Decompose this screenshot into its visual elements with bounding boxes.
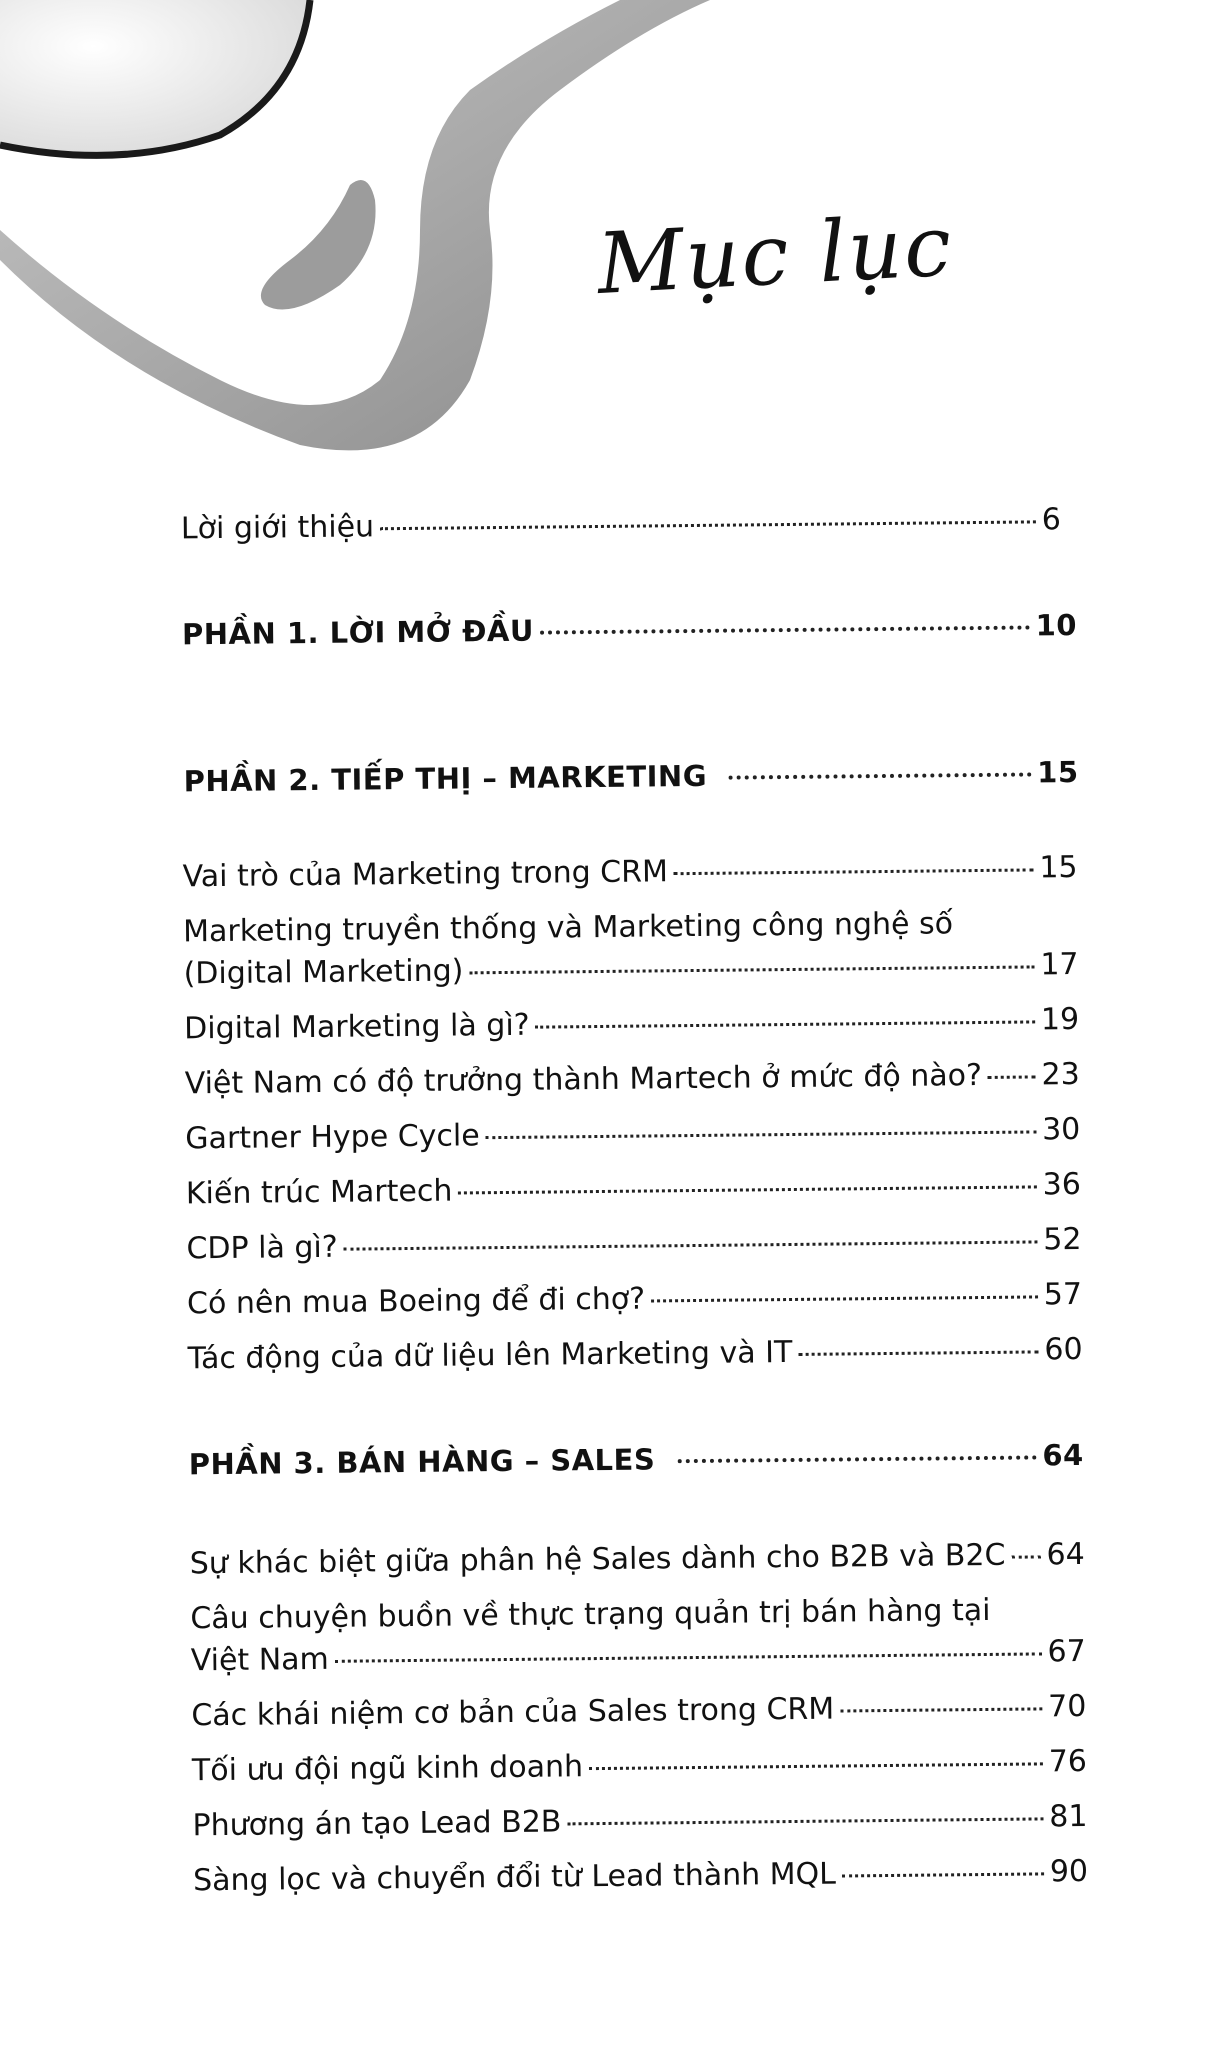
toc-entry-label: Tối ưu đội ngũ kinh doanh bbox=[191, 1749, 584, 1789]
dot-leader bbox=[589, 1762, 1043, 1770]
toc-section-part3 bbox=[189, 1435, 1084, 1484]
toc-entry-label-line1: Câu chuyện buồn về thực trạng quản trị bán hàng tại bbox=[190, 1592, 991, 1637]
toc-entry-page: 57 bbox=[1043, 1276, 1083, 1313]
toc-section-page: 64 bbox=[1042, 1437, 1084, 1473]
toc-entry-intro bbox=[181, 500, 1061, 549]
toc-entry bbox=[192, 1742, 1087, 1791]
toc-entry-label: Sự khác biệt giữa phân hệ Sales dành cho B2B và B2C bbox=[189, 1537, 1006, 1582]
toc-entry-page: 60 bbox=[1044, 1331, 1083, 1368]
toc-entry bbox=[193, 1852, 1088, 1901]
dot-leader bbox=[567, 1817, 1043, 1825]
toc-entry-label: Vai trò của Marketing trong CRM bbox=[182, 854, 669, 895]
toc-section-label: PHẦN 2. TIẾP THỊ – MARKETING bbox=[183, 758, 708, 799]
toc-entry bbox=[187, 1275, 1082, 1324]
toc-entry bbox=[185, 1110, 1080, 1159]
toc-entry bbox=[186, 1165, 1081, 1214]
toc-entry-page: 81 bbox=[1049, 1798, 1088, 1835]
dot-leader bbox=[1011, 1555, 1040, 1558]
toc-section-page: 15 bbox=[1037, 754, 1079, 790]
toc-entry bbox=[187, 1330, 1082, 1379]
toc-entry-label: Việt Nam bbox=[190, 1641, 329, 1679]
toc-entry-page: 67 bbox=[1047, 1633, 1086, 1670]
dot-leader bbox=[458, 1185, 1036, 1194]
toc-entry-page: 76 bbox=[1048, 1743, 1088, 1780]
toc-entry-page: 70 bbox=[1047, 1688, 1087, 1725]
toc-entry-page: 6 bbox=[1041, 502, 1062, 538]
toc-entry bbox=[182, 848, 1077, 897]
toc-entry-label-line1: Marketing truyền thống và Marketing công nghệ số bbox=[182, 906, 954, 950]
toc-entry-label: Lời giới thiệu bbox=[180, 509, 375, 547]
toc-entry bbox=[183, 945, 1078, 994]
dot-leader bbox=[335, 1652, 1042, 1662]
toc-section-label: PHẦN 1. LỜI MỞ ĐẦU bbox=[181, 613, 535, 652]
dot-leader bbox=[840, 1707, 1042, 1712]
dot-leader bbox=[729, 772, 1031, 779]
toc-section-part2 bbox=[183, 752, 1078, 801]
toc-entry-label: Tác động của dữ liệu lên Marketing và IT bbox=[187, 1334, 793, 1377]
toc-entry-label: Digital Marketing là gì? bbox=[184, 1007, 530, 1047]
dot-leader bbox=[486, 1130, 1036, 1139]
toc-entry-label: (Digital Marketing) bbox=[183, 953, 464, 992]
toc-section-part1 bbox=[182, 605, 1077, 654]
toc-section-page: 10 bbox=[1035, 607, 1078, 643]
toc-entry-page: 90 bbox=[1049, 1853, 1089, 1890]
toc-entry-label: Có nên mua Boeing để đi chợ? bbox=[186, 1281, 646, 1322]
toc-entry bbox=[191, 1687, 1086, 1736]
dot-leader bbox=[674, 868, 1033, 875]
toc-entry-page: 19 bbox=[1040, 1001, 1080, 1038]
toc-entry-page: 36 bbox=[1042, 1166, 1082, 1203]
dot-leader bbox=[651, 1295, 1038, 1302]
dot-leader bbox=[842, 1872, 1044, 1877]
toc-entry bbox=[190, 1535, 1085, 1584]
toc-entry-label: Sàng lọc và chuyển đổi từ Lead thành MQL bbox=[192, 1856, 837, 1899]
toc-entry-page: 23 bbox=[1041, 1056, 1080, 1093]
toc-entry bbox=[191, 1632, 1086, 1681]
toc-entry-page: 52 bbox=[1043, 1221, 1082, 1258]
dot-leader bbox=[988, 1075, 1036, 1078]
toc-entry-label: Các khái niệm cơ bản của Sales trong CRM bbox=[191, 1691, 835, 1734]
toc-entry-label: Việt Nam có độ trưởng thành Martech ở mức độ nào? bbox=[184, 1057, 983, 1102]
toc-entry-page: 17 bbox=[1040, 946, 1079, 983]
toc-entry-label: Gartner Hype Cycle bbox=[185, 1118, 480, 1157]
dot-leader bbox=[798, 1350, 1038, 1356]
toc-entry-page: 64 bbox=[1046, 1536, 1085, 1573]
dot-leader bbox=[380, 520, 1036, 530]
toc-entry bbox=[192, 1797, 1087, 1846]
page-title: Mục lục bbox=[594, 196, 956, 313]
dot-leader bbox=[677, 1455, 1036, 1463]
toc-entry-page: 30 bbox=[1041, 1111, 1081, 1148]
dot-leader bbox=[540, 625, 1030, 634]
toc-entry-label: Phương án tạo Lead B2B bbox=[192, 1804, 562, 1844]
toc-entry-page: 15 bbox=[1039, 849, 1078, 886]
dot-leader bbox=[469, 965, 1034, 974]
dot-leader bbox=[536, 1020, 1035, 1028]
toc-section-label: PHẦN 3. BÁN HÀNG – SALES bbox=[188, 1442, 656, 1482]
toc-entry bbox=[184, 1000, 1079, 1049]
toc-entry-label: CDP là gì? bbox=[186, 1229, 338, 1267]
dot-leader bbox=[344, 1240, 1038, 1250]
toc-entry bbox=[185, 1055, 1080, 1104]
toc-entry-label: Kiến trúc Martech bbox=[185, 1173, 453, 1212]
toc-entry bbox=[186, 1220, 1081, 1269]
